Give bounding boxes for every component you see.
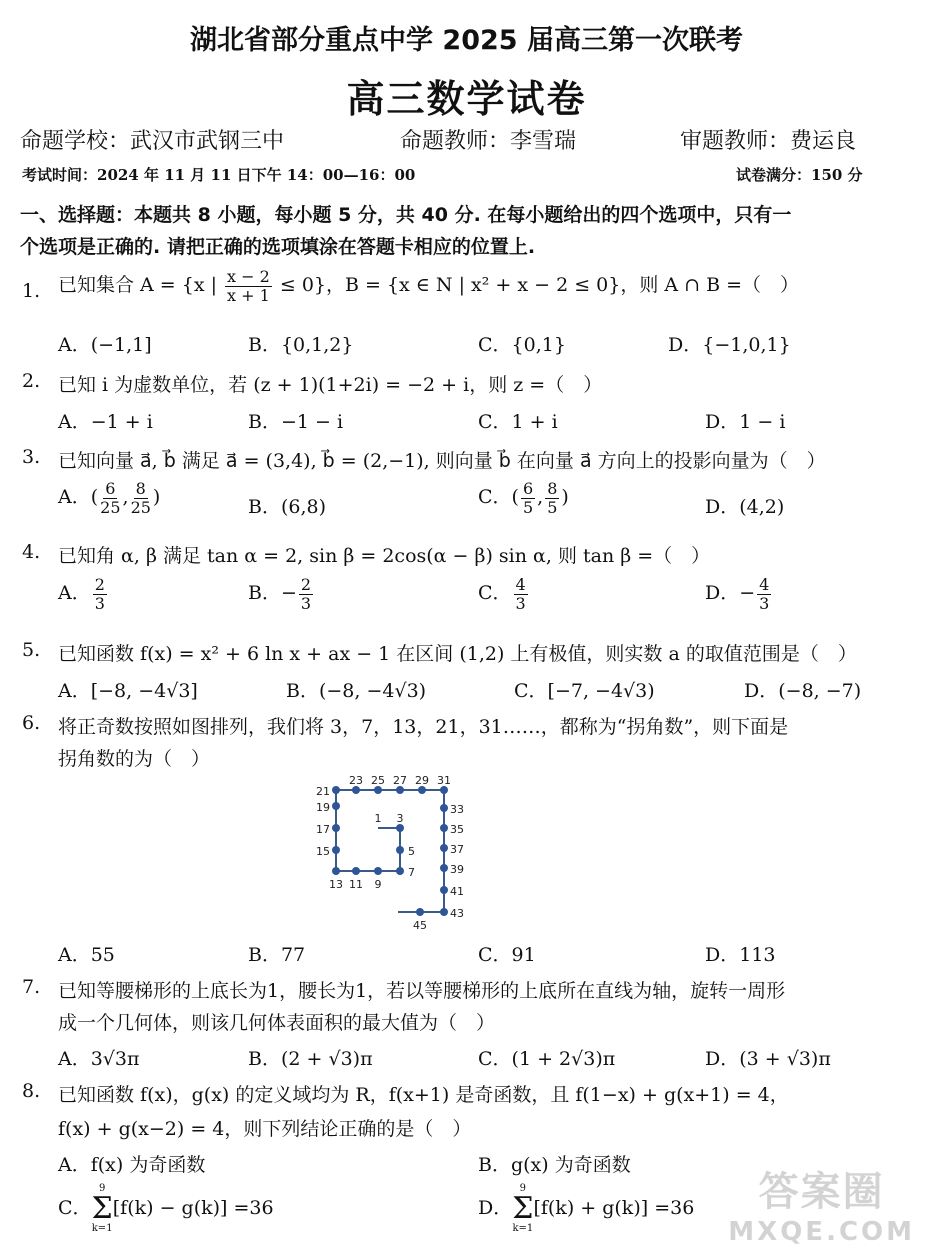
spiral-label: 29 (415, 774, 429, 787)
q8-c-sum-upper: 9 (98, 1183, 106, 1194)
q4-d-frac (757, 576, 771, 612)
q7-option-b[interactable]: B．(2 + √3)π (248, 1048, 373, 1070)
q5-option-c[interactable]: C．[−7, −4√3) (514, 680, 655, 702)
q4-b-frac (299, 576, 313, 612)
spiral-label: 41 (450, 885, 464, 898)
spiral-node (332, 824, 340, 832)
question-3-text: 已知向量 a⃗, b⃗ 满足 a⃗ = (3,4), b⃗ = (2,−1), 则向量 b⃗ 在向量 a⃗ 方向上的投影向量为（ ） (58, 450, 826, 472)
spiral-label: 45 (413, 919, 427, 932)
question-number: 2. (22, 370, 41, 392)
spiral-node (440, 786, 448, 794)
q7-option-a[interactable]: A．3√3π (58, 1048, 140, 1070)
spiral-node (332, 846, 340, 854)
spiral-label: 33 (450, 803, 464, 816)
q4-option-c[interactable] (478, 576, 530, 612)
spiral-label: 23 (349, 774, 363, 787)
q4-option-d-label: D．− (705, 582, 756, 605)
q3-a-frac-x (100, 480, 120, 516)
spiral-node (332, 786, 340, 794)
q3-option-a[interactable]: A．( $\frac{6}{25}$ , $\frac{8}{25}$ ) (58, 479, 161, 517)
q6-option-d[interactable]: D．113 (705, 944, 776, 966)
spiral-label: 5 (408, 845, 415, 858)
q2-option-c[interactable]: C．1 + i (478, 411, 558, 433)
sigma-icon: Σ (91, 1191, 113, 1226)
q4-d-num: 4 (759, 575, 770, 594)
spiral-nodes (316, 774, 464, 932)
q4-b-den: 3 (300, 593, 312, 613)
q8-option-d[interactable] (478, 1184, 694, 1234)
q5-option-b[interactable]: B．(−8, −4√3) (286, 680, 427, 702)
q4-option-b-label: B．− (248, 582, 297, 605)
watermark-line1: 答案圈 (758, 1169, 885, 1215)
question-number: 8. (22, 1080, 41, 1102)
q6-option-a[interactable]: A．55 (58, 944, 115, 966)
spiral-node (440, 804, 448, 812)
q4-b-num: 2 (300, 575, 312, 594)
reviewer-teacher: 审题教师：费运良 (680, 129, 857, 154)
question-6-text-line2: 拐角数的为（ ） (58, 748, 211, 770)
question-number: 1. (22, 280, 41, 302)
q8-d-summation (512, 1184, 533, 1234)
exam-time: 考试时间：2024 年 11 月 11 日下午 14：00—16：00 (22, 166, 416, 184)
q3-c-den2: 5 (547, 497, 558, 517)
question-4-text: 已知角 α, β 满足 tan α = 2, sin β = 2cos(α − β) sin α, 则 tan β =（ ） (58, 545, 711, 567)
question-8-text-line1: 已知函数 f(x)，g(x) 的定义域均为 R，f(x+1) 是奇函数，且 f(1−x) + g(x+1) = 4， (58, 1084, 789, 1106)
spiral-node (374, 786, 382, 794)
spiral-node (440, 864, 448, 872)
question-1-text (58, 268, 799, 304)
q1-frac-den: x + 1 (227, 285, 270, 305)
spiral-label: 9 (374, 878, 382, 891)
question-number: 5. (22, 639, 41, 661)
spiral-label: 17 (316, 823, 330, 836)
q3-a-num2: 8 (135, 479, 146, 498)
q4-c-num: 4 (515, 575, 526, 594)
q8-option-a[interactable]: A．f(x) 为奇函数 (58, 1154, 206, 1176)
spiral-label: 11 (349, 878, 363, 891)
q4-a-frac (93, 576, 107, 612)
spiral-node (396, 846, 404, 854)
q5-option-a[interactable]: A．[−8, −4√3] (58, 680, 198, 702)
question-number: 6. (22, 712, 41, 734)
q1-option-d[interactable]: D．{−1,0,1} (668, 334, 791, 356)
q3-c-den1: 5 (522, 497, 534, 517)
q5-option-d[interactable]: D．(−8, −7) (744, 680, 862, 702)
spiral-node (352, 786, 360, 794)
q4-c-den: 3 (515, 593, 526, 613)
q4-option-b[interactable] (248, 576, 315, 612)
spiral-label: 39 (450, 863, 464, 876)
q4-option-a-label: A． (58, 582, 91, 605)
q3-a-num1: 6 (105, 479, 116, 498)
q1-frac-num: x − 2 (227, 267, 270, 286)
spiral-node (440, 886, 448, 894)
q1-fraction (225, 268, 272, 304)
setter-teacher: 命题教师：李雪瑞 (400, 129, 577, 154)
spiral-label: 43 (450, 907, 464, 920)
q4-option-a[interactable] (58, 576, 109, 612)
spiral-node (440, 908, 448, 916)
q3-c-num1: 6 (522, 479, 534, 498)
q1-text-pre: 已知集合 A = {x | (58, 274, 224, 297)
q3-a-den1: 25 (100, 497, 121, 517)
q8-d-sum-upper: 9 (519, 1183, 527, 1194)
exam-title: 湖北省部分重点中学 2025 届高三第一次联考 (190, 25, 743, 56)
q8-d-sum-lower: k=1 (512, 1223, 534, 1234)
q3-option-b[interactable]: B．(6,8) (248, 496, 327, 518)
spiral-node (374, 867, 382, 875)
q3-option-d[interactable]: D．(4,2) (705, 496, 785, 518)
spiral-label: 21 (316, 785, 330, 798)
sigma-icon: Σ (512, 1191, 534, 1226)
q1-text-post: ≤ 0}，B = {x ∈ N | x² + x − 2 ≤ 0}，则 A ∩ B =（ ） (273, 274, 800, 297)
spiral-label: 13 (329, 878, 343, 891)
q2-option-a[interactable]: A．−1 + i (58, 411, 153, 433)
question-2-text: 已知 i 为虚数单位，若 (z + 1)(1+2i) = −2 + i，则 z =（ ） (58, 374, 603, 396)
q2-option-b[interactable]: B．−1 − i (248, 411, 344, 433)
q8-option-b[interactable]: B．g(x) 为奇函数 (478, 1154, 631, 1176)
odd-number-spiral-figure (300, 768, 480, 938)
q8-c-summation (92, 1184, 113, 1234)
q8-option-d-expr: [f(k) + g(k)] =36 (533, 1197, 695, 1219)
spiral-label: 19 (316, 801, 330, 814)
spiral-node (440, 844, 448, 852)
question-number: 3. (22, 446, 41, 468)
spiral-label: 7 (408, 866, 415, 879)
q2-option-d[interactable]: D．1 − i (705, 411, 786, 433)
question-number: 7. (22, 976, 41, 998)
q8-option-c-label: C． (58, 1197, 92, 1219)
spiral-label: 37 (450, 843, 464, 856)
q8-option-c-expr: [f(k) − g(k)] =36 (112, 1197, 274, 1219)
section-instructions-line2: 个选项是正确的. 请把正确的选项填涂在答题卡相应的位置上. (20, 236, 536, 258)
q3-option-c-label: C． (478, 486, 512, 509)
spiral-label: 1 (374, 812, 382, 825)
q6-option-c[interactable]: C．91 (478, 944, 536, 966)
q1-option-c[interactable]: C．{0,1} (478, 334, 566, 356)
q4-option-d[interactable] (705, 576, 773, 612)
q4-a-num: 2 (94, 575, 105, 594)
watermark-line2: MXQE.COM (728, 1217, 915, 1247)
spiral-node (396, 867, 404, 875)
spiral-node (332, 867, 340, 875)
q3-a-frac-y (131, 480, 151, 516)
spiral-node (396, 786, 404, 794)
q8-option-c[interactable] (58, 1184, 274, 1234)
paper-subtitle: 高三数学试卷 (346, 77, 587, 121)
spiral-node (352, 867, 360, 875)
q8-c-sum-lower: k=1 (91, 1223, 113, 1234)
q3-c-frac-y (545, 480, 559, 516)
q3-c-num2: 8 (547, 479, 558, 498)
question-8-text-line2: f(x) + g(x−2) = 4，则下列结论正确的是（ ） (58, 1118, 472, 1140)
q8-option-d-label: D． (478, 1197, 513, 1219)
q7-option-d[interactable]: D．(3 + √3)π (705, 1048, 831, 1070)
setter-school: 命题学校：武汉市武钢三中 (20, 129, 285, 154)
watermark-logo (728, 1160, 915, 1247)
question-6-text-line1: 将正奇数按照如图排列，我们将 3，7，13，21，31……，都称为“拐角数”，则下面是 (58, 716, 789, 738)
spiral-node (396, 824, 404, 832)
q6-option-b[interactable]: B．77 (248, 944, 306, 966)
q1-option-b[interactable]: B．{0,1,2} (248, 334, 354, 356)
question-number: 4. (22, 541, 41, 563)
full-score: 试卷满分：150 分 (736, 166, 863, 184)
q3-option-c[interactable]: C．( $\frac{6}{5}$ , $\frac{8}{5}$ ) (478, 479, 569, 517)
q3-option-a-label: A． (58, 486, 91, 509)
q3-c-frac-x (521, 480, 535, 516)
spiral-node (332, 802, 340, 810)
question-5-text: 已知函数 f(x) = x² + 6 ln x + ax − 1 在区间 (1,2) 上有极值，则实数 a 的取值范围是（ ） (58, 643, 857, 665)
q4-c-frac (514, 576, 528, 612)
spiral-node (416, 908, 424, 916)
q4-a-den: 3 (94, 593, 105, 613)
question-7-text-line2: 成一个几何体，则该几何体表面积的最大值为（ ） (58, 1012, 496, 1034)
spiral-path (336, 790, 444, 912)
spiral-label: 27 (393, 774, 407, 787)
spiral-label: 35 (450, 823, 464, 836)
spiral-label: 15 (316, 845, 330, 858)
spiral-label: 3 (396, 812, 404, 825)
q1-option-a[interactable]: A．(−1,1] (58, 334, 152, 356)
q7-option-c[interactable]: C．(1 + 2√3)π (478, 1048, 616, 1070)
q4-option-c-label: C． (478, 582, 512, 605)
spiral-node (418, 786, 426, 794)
spiral-label: 25 (371, 774, 385, 787)
spiral-label: 31 (437, 774, 451, 787)
spiral-node (440, 824, 448, 832)
question-7-text-line1: 已知等腰梯形的上底长为1，腰长为1，若以等腰梯形的上底所在直线为轴，旋转一周形 (58, 980, 786, 1002)
q3-a-den2: 25 (130, 497, 151, 517)
q4-d-den: 3 (759, 593, 770, 613)
section-instructions-line1: 一、选择题：本题共 8 小题，每小题 5 分，共 40 分. 在每小题给出的四个选项中，只有一 (20, 204, 792, 226)
